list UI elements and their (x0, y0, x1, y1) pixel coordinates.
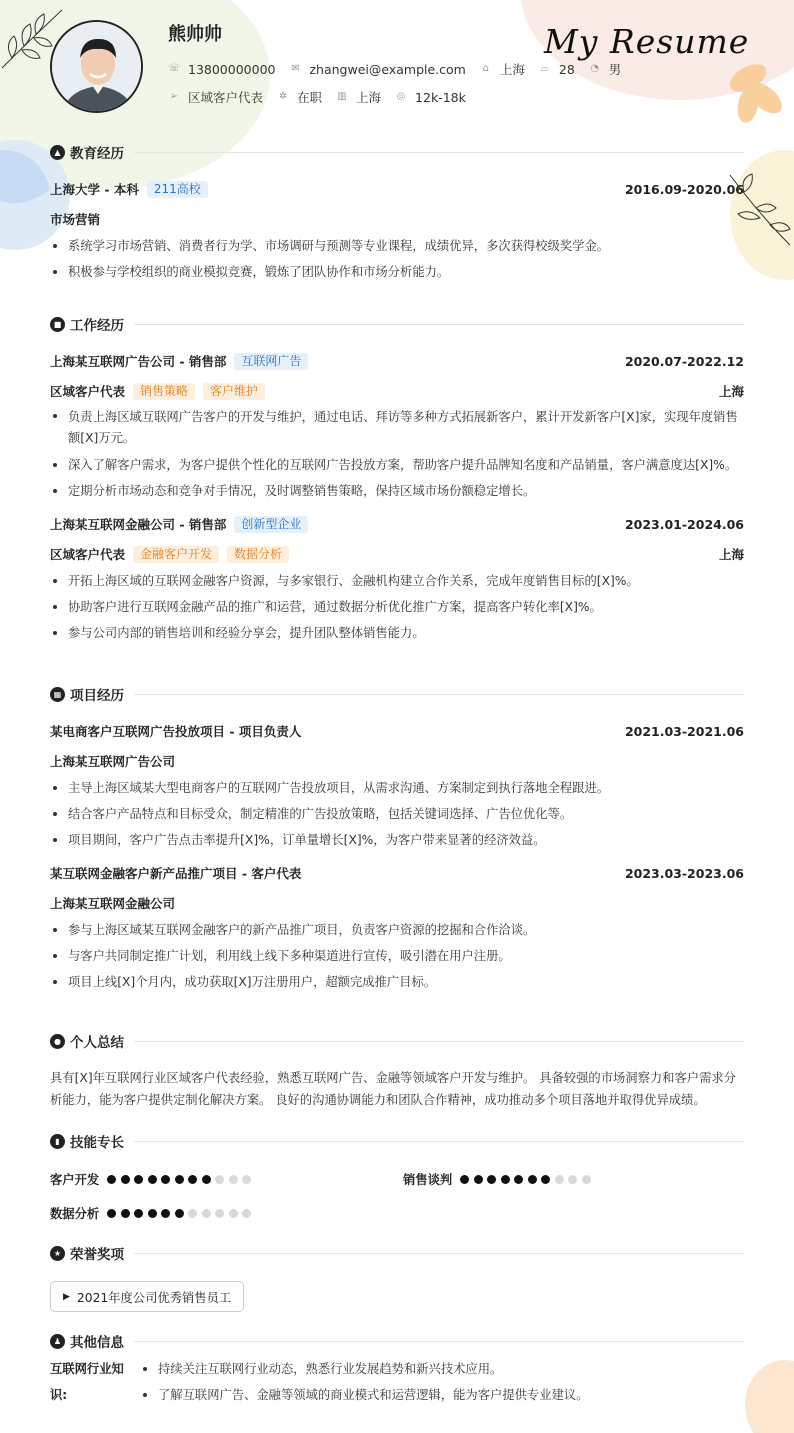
skill-tag: 金融客户开发 (133, 546, 219, 563)
work-city-text: 上海 (356, 90, 382, 105)
graduation-cap-icon: ▲ (50, 145, 65, 160)
job-date: 2020.07-2022.12 (624, 353, 744, 369)
list-item: 深入了解客户需求，为客户提供个性化的互联网广告投放方案，帮助客户提升品牌知名度和产品销量，客户满意度达[X]%。 (50, 452, 744, 478)
skill-dot-filled (460, 1175, 469, 1184)
section-title: 技能专长 (70, 1135, 124, 1151)
education-date: 2016.09-2020.06 (624, 181, 744, 197)
project-date: 2021.03-2021.06 (624, 723, 744, 739)
section-header (50, 1131, 744, 1151)
email-text: zhangwei@example.com (309, 61, 466, 77)
education-row (50, 179, 744, 199)
list-item: 定期分析市场动态和竞争对手情况，及时调整销售策略，保持区域市场份额稳定增长。 (50, 478, 744, 504)
skill-dot-empty (202, 1209, 211, 1218)
send-icon: ➢ (169, 91, 179, 102)
job-intent-row (168, 88, 480, 106)
skill-dot-filled (501, 1175, 510, 1184)
skill-dot-filled (487, 1175, 496, 1184)
skill-dot-empty (215, 1175, 224, 1184)
list-item: 与客户共同制定推广计划，利用线上线下多种渠道进行宣传，吸引潜在用户注册。 (50, 943, 744, 969)
skill-dot-filled (161, 1175, 170, 1184)
skill-dots (107, 1175, 256, 1184)
job-city: 上海 (718, 547, 744, 562)
divider (134, 152, 744, 153)
skill-name: 销售谈判 (403, 1173, 453, 1187)
list-item: 结合客户产品特点和目标受众，制定精准的广告投放策略，包括关键词选择、广告位优化等。 (50, 801, 744, 827)
company-tag: 互联网广告 (234, 353, 308, 370)
section-title: 项目经历 (70, 688, 124, 704)
list-item: 项目上线[X]个月内，成功获取[X]万注册用户，超额完成推广目标。 (50, 969, 744, 995)
email-item (289, 62, 465, 77)
skill-dot-empty (242, 1175, 251, 1184)
summary-section (50, 1031, 744, 1111)
skill-name: 客户开发 (50, 1173, 100, 1187)
other-info-row (50, 1356, 744, 1408)
job-role-row (50, 381, 744, 401)
section-header (50, 1031, 744, 1051)
section-header (50, 142, 744, 162)
skill-name: 数据分析 (50, 1207, 100, 1221)
gender-icon: ◔ (590, 63, 600, 74)
skill-dot-empty (555, 1175, 564, 1184)
job-bullets (50, 405, 744, 504)
user-icon: ● (50, 1034, 65, 1049)
skill-dot-filled (188, 1175, 197, 1184)
phone-item (168, 62, 275, 77)
gender-item (589, 60, 622, 78)
other-section (50, 1331, 744, 1408)
section-title: 教育经历 (70, 146, 124, 162)
project-bullets (50, 917, 744, 995)
list-item: 负责上海区域互联网广告客户的开发与维护，通过电话、拜访等多种方式拓展新客户，累计开发新客户[X]家，实现年度销售额[X]万元。 (50, 405, 744, 452)
job-role: 区域客户代表 (50, 384, 126, 399)
skill-dot-filled (202, 1175, 211, 1184)
divider (134, 1041, 744, 1042)
list-item: 协助客户进行互联网金融产品的推广和运营，通过数据分析优化推广方案，提高客户转化率[X]%。 (50, 594, 744, 620)
divider (134, 694, 744, 695)
job-city: 上海 (718, 384, 744, 399)
company-name: 上海某互联网广告公司 - 销售部 (50, 354, 227, 369)
award-text: 2021年度公司优秀销售员工 (76, 1290, 232, 1305)
city-item (480, 60, 525, 78)
school-tag: 211高校 (147, 181, 208, 198)
skill-dots (460, 1175, 595, 1184)
major-row (50, 209, 744, 229)
triangle-right-icon: ▶ (63, 1291, 70, 1302)
salary-icon: ◎ (396, 91, 406, 102)
list-item: 项目期间，客户广告点击率提升[X]%，订单量增长[X]%，为客户带来显著的经济效益。 (50, 827, 744, 853)
project-company: 上海某互联网金融公司 (50, 896, 176, 911)
project-name: 某互联网金融客户新产品推广项目 - 客户代表 (50, 866, 302, 881)
skill-dot-filled (134, 1175, 143, 1184)
skill-dots (107, 1209, 256, 1218)
company-tag: 创新型企业 (234, 516, 308, 533)
skill-tag: 数据分析 (227, 546, 289, 563)
skill-dot-filled (107, 1175, 116, 1184)
skill-dot-filled (121, 1209, 130, 1218)
skill-dot-empty (242, 1209, 251, 1218)
job-bullets (50, 568, 744, 646)
list-item: 参与公司内部的销售培训和经验分享会，提升团队整体销售能力。 (50, 620, 744, 646)
section-title: 其他信息 (70, 1335, 124, 1351)
age-text: 28 (558, 61, 575, 77)
skill-dot-filled (175, 1209, 184, 1218)
project-bullets (50, 775, 744, 853)
list-item: 积极参与学校组织的商业模拟竞赛，锻炼了团队协作和市场分析能力。 (50, 259, 744, 285)
bar-chart-icon: ▮ (50, 1134, 65, 1149)
city-text: 上海 (499, 62, 525, 77)
avatar-portrait-icon (52, 22, 143, 113)
skill-dot-filled (175, 1175, 184, 1184)
skill-dot-filled (528, 1175, 537, 1184)
project-name: 某电商客户互联网广告投放项目 - 项目负责人 (50, 724, 302, 739)
skills-section (50, 1131, 744, 1231)
phone-icon: ☏ (168, 63, 181, 74)
age-icon: ⌓ (540, 63, 549, 74)
project-company-row (50, 893, 744, 913)
job-header-row (50, 514, 744, 534)
project-company-row (50, 751, 744, 771)
skill-dot-filled (514, 1175, 523, 1184)
divider (134, 1341, 744, 1342)
section-title: 荣誉奖项 (70, 1247, 124, 1263)
section-title: 工作经历 (70, 318, 124, 334)
school-name: 上海大学 - 本科 (50, 182, 139, 197)
settings-icon: ✲ (278, 91, 288, 102)
divider (134, 1141, 744, 1142)
skill-dot-filled (107, 1209, 116, 1218)
avatar (50, 20, 143, 113)
age-item (539, 62, 575, 77)
email-icon: ✉ (291, 63, 300, 74)
job-role-row (50, 544, 744, 564)
skill-dot-empty (582, 1175, 591, 1184)
list-item: 参与上海区域某互联网金融客户的新产品推广项目，负责客户资源的挖掘和合作洽谈。 (50, 917, 744, 943)
work-city-item (336, 88, 381, 106)
skill-dot-filled (134, 1209, 143, 1218)
section-title: 个人总结 (70, 1035, 124, 1051)
skill-dot-filled (148, 1175, 157, 1184)
medal-icon: ★ (50, 1246, 65, 1261)
section-header (50, 314, 744, 334)
skill-dot-filled (541, 1175, 550, 1184)
list-item: 主导上海区域某大型电商客户的互联网广告投放项目，从需求沟通、方案制定到执行落地全程跟进。 (50, 775, 744, 801)
award-item (50, 1281, 244, 1312)
skills-grid (50, 1151, 744, 1231)
section-header (50, 684, 744, 704)
skill-tag: 客户维护 (203, 383, 265, 400)
skill-dot-empty (215, 1209, 224, 1218)
company-name: 上海某互联网金融公司 - 销售部 (50, 517, 227, 532)
major-name: 市场营销 (50, 212, 101, 227)
status-text: 在职 (297, 90, 323, 105)
work-section (50, 314, 744, 646)
project-company: 上海某互联网广告公司 (50, 754, 176, 769)
salary-item (395, 90, 466, 105)
list-item: 系统学习市场营销、消费者行为学、市场调研与预测等专业课程，成绩优异，多次获得校级奖学金。 (50, 233, 744, 259)
people-icon: ♟ (50, 1334, 65, 1349)
skill-dot-filled (148, 1209, 157, 1218)
education-section (50, 142, 744, 285)
list-item: 开拓上海区域的互联网金融客户资源，与多家银行、金融机构建立合作关系，完成年度销售目标的[X]%。 (50, 568, 744, 594)
position-item (168, 88, 263, 106)
project-date: 2023.03-2023.06 (624, 865, 744, 881)
other-label: 互联网行业知识: (50, 1362, 124, 1402)
skill-dot-empty (188, 1209, 197, 1218)
divider (134, 1253, 744, 1254)
grid-icon: ▦ (50, 687, 65, 702)
project-header-row (50, 721, 744, 741)
other-bullets (140, 1356, 744, 1408)
skill-item (50, 1170, 256, 1188)
list-item: 持续关注互联网行业动态，熟悉行业发展趋势和新兴技术应用。 (140, 1356, 744, 1382)
briefcase-icon: ■ (50, 317, 65, 332)
building-icon: ▥ (337, 91, 347, 102)
skill-dot-filled (161, 1209, 170, 1218)
skill-tag: 销售策略 (133, 383, 195, 400)
list-item: 了解互联网广告、金融等领域的商业模式和运营逻辑，能为客户提供专业建议。 (140, 1382, 744, 1408)
skill-item (50, 1204, 256, 1222)
skill-dot-empty (229, 1209, 238, 1218)
awards-section (50, 1243, 744, 1312)
location-icon: ⌂ (482, 63, 490, 74)
position-text: 区域客户代表 (188, 90, 264, 105)
job-date: 2023.01-2024.06 (624, 516, 744, 532)
skill-dot-empty (229, 1175, 238, 1184)
education-bullets (50, 233, 744, 285)
summary-text: 具有[X]年互联网行业区域客户代表经验，熟悉互联网广告、金融等领域客户开发与维护。 具备较强的市场洞察力和客户需求分析能力，能为客户提供定制化解决方案。 良好的沟通协调能力和团队合作精神，成功推动多个项目落地并取得优异成绩。 (50, 1071, 736, 1107)
salary-text: 12k-18k (415, 89, 466, 105)
contact-row (168, 60, 635, 78)
section-header (50, 1243, 744, 1263)
projects-section (50, 684, 744, 995)
resume-header (0, 0, 794, 140)
phone-text: 13800000000 (188, 61, 276, 77)
job-header-row (50, 351, 744, 371)
gender-text: 男 (608, 62, 622, 77)
candidate-name: 熊帅帅 (168, 24, 222, 45)
project-header-row (50, 863, 744, 883)
skill-dot-filled (474, 1175, 483, 1184)
divider (134, 324, 744, 325)
section-header (50, 1331, 744, 1351)
skill-dot-filled (121, 1175, 130, 1184)
status-item (277, 88, 322, 106)
job-role: 区域客户代表 (50, 547, 126, 562)
skill-item (403, 1170, 595, 1188)
skill-dot-empty (568, 1175, 577, 1184)
resume-title: My Resume (544, 22, 750, 61)
